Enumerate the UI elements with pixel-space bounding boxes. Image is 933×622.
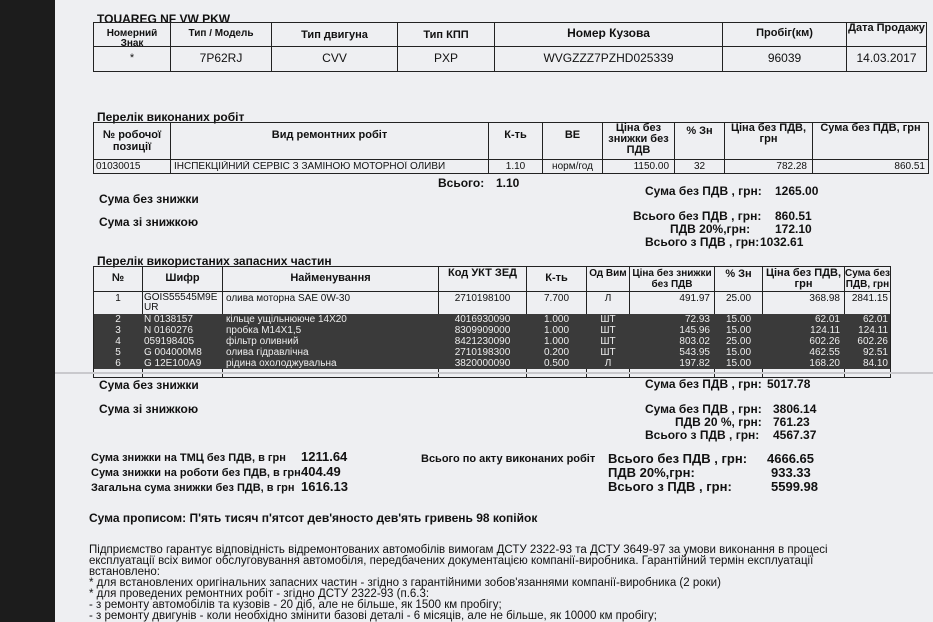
parts-cell-no: 4 — [115, 336, 121, 347]
parts-cell-qty: 1.000 — [543, 336, 570, 347]
parts-vat-label: ПДВ 20 %, грн: — [675, 415, 762, 429]
works-cell-unit-price: 782.28 — [776, 161, 807, 172]
parts-cell-name: фільтр оливний — [226, 336, 299, 347]
vehicle-plate: * — [129, 52, 135, 64]
table-row — [94, 347, 890, 358]
parts-header-qty: К-ть — [545, 272, 568, 284]
warranty-line: експлуатації всіх вимог обслуговування автомобіля, передбачених документацією компанії-виробника. Гарантійний термін експлуатації — [89, 555, 814, 567]
vehicle-vin: WVGZZZ7PZHD025339 — [543, 52, 674, 64]
works-total-no-vat-label: Всього без ПДВ , грн: — [633, 209, 762, 223]
warranty-line: * для проведених ремонтних робіт - згідно ДСТУ 2322-93 (п.6.3: — [89, 588, 430, 600]
parts-total-vat-label: Всього з ПДВ , грн: — [645, 428, 760, 442]
disc-total-label: Загальна сума знижки без ПДВ, в грн — [91, 482, 295, 494]
parts-total-vat-value: 4567.37 — [773, 428, 817, 442]
works-header-unit: ВЕ — [564, 129, 581, 141]
parts-cell-no: 1 — [115, 293, 121, 304]
parts-header-name: Найменування — [290, 272, 371, 284]
disc-goods-label: Сума знижки на ТМЦ без ПДВ, в грн — [91, 452, 286, 464]
works-header-discount: % Зн — [686, 125, 713, 137]
works-total-vat-value: 1032.61 — [760, 235, 804, 249]
works-header-unit-price: Ціна без ПДВ, грн — [730, 123, 807, 145]
works-cell-price: 1150.00 — [633, 161, 669, 172]
parts-vat-value: 761.23 — [773, 415, 810, 429]
parts-cell-name: пробка M14X1,5 — [226, 325, 302, 336]
parts-sum-no-discount-label: Сума без знижки — [99, 378, 199, 392]
paper-fold — [55, 372, 933, 374]
parts-header-no: № — [111, 272, 125, 284]
vehicle-header-gearbox: Тип КПП — [423, 29, 469, 41]
parts-sum-no-vat-label: Сума без ПДВ , грн: — [645, 377, 762, 391]
works-vat-value: 172.10 — [775, 222, 812, 236]
parts-cell-sum: 92.51 — [862, 347, 888, 358]
vehicle-engine: CVV — [322, 52, 347, 64]
works-total-label: Всього: — [438, 176, 485, 190]
parts-cell-code: 059198405 — [144, 336, 195, 347]
vehicle-header-model: Тип / Модель — [188, 29, 254, 39]
parts-cell-discount: 15.00 — [725, 358, 752, 369]
works-sum-no-discount-label: Сума без знижки — [99, 192, 199, 206]
parts-cell-qty: 1.000 — [543, 325, 570, 336]
parts-cell-price: 145.96 — [679, 325, 710, 336]
disc-work-label: Сума знижки на роботи без ПДВ, в грн — [91, 467, 301, 479]
table-row — [94, 314, 890, 325]
parts-cell-ukt: 8309909000 — [454, 325, 511, 336]
parts-cell-unit: ШТ — [600, 325, 616, 336]
parts-cell-no: 3 — [115, 325, 121, 336]
parts-header-discount: % Зн — [725, 268, 752, 280]
parts-cell-unit-price: 602.26 — [809, 336, 840, 347]
parts-header-ukt: Код УКТ ЗЕД — [448, 268, 517, 279]
parts-cell-unit: ШТ — [600, 347, 616, 358]
disc-work-value: 404.49 — [301, 464, 341, 479]
parts-cell-ukt: 2710198100 — [454, 293, 511, 304]
parts-sum-no-vat-value: 5017.78 — [767, 377, 811, 391]
parts-cell-ukt: 4016930090 — [454, 314, 511, 325]
vehicle-header-plate: Номерний Знак — [106, 29, 158, 49]
parts-cell-price: 197.82 — [679, 358, 710, 369]
parts-cell-discount: 15.00 — [725, 325, 752, 336]
invoice-sheet — [55, 0, 933, 622]
warranty-line: Підприємство гарантує відповідність відремонтованих автомобілів вимогам ДСТУ 2322-93 та ДСТУ 3649-97 за умови виконання в процесі — [89, 544, 828, 556]
works-sum-no-vat-value: 1265.00 — [775, 184, 819, 198]
parts-cell-price: 543.95 — [679, 347, 710, 358]
works-title: Перелік виконаних робіт — [97, 110, 245, 124]
parts-cell-discount: 25.00 — [725, 336, 752, 347]
table-row — [94, 358, 890, 369]
model-line: TOUAREG NF VW PKW — [97, 12, 231, 26]
parts-cell-unit-price: 368.98 — [809, 293, 840, 304]
parts-header-code: Шифр — [165, 272, 200, 284]
parts-cell-ukt: 3820000090 — [454, 358, 511, 369]
parts-cell-qty: 7.700 — [543, 293, 570, 304]
table-row — [94, 336, 890, 347]
parts-cell-code: GOIS55545M9E UR — [144, 293, 218, 313]
works-header-price: Ціна без знижки без ПДВ — [608, 123, 669, 156]
grand-vat-label: ПДВ 20%,грн: — [608, 465, 695, 480]
parts-cell-discount: 25.00 — [725, 293, 752, 304]
parts-cell-unit: ШТ — [600, 314, 616, 325]
vehicle-header-mileage: Пробіг(км) — [756, 27, 813, 39]
parts-cell-unit-price: 124.11 — [810, 325, 840, 336]
disc-total-value: 1616.13 — [301, 479, 348, 494]
parts-cell-name: олива гідравлічна — [226, 347, 309, 358]
vehicle-mileage: 96039 — [767, 52, 802, 64]
vehicle-table — [93, 22, 927, 72]
parts-cell-name: кільце ущільнююче 14X20 — [226, 314, 347, 325]
parts-header-unit-price: Ціна без ПДВ, грн — [765, 268, 842, 290]
works-cell-unit: норм/год — [552, 161, 593, 172]
works-sum-with-discount-label: Сума зі знижкою — [99, 215, 199, 229]
works-header-type: Вид ремонтних робіт — [271, 129, 388, 141]
works-cell-discount: 32 — [693, 161, 706, 172]
parts-header-price: Ціна без знижки без ПДВ — [632, 268, 712, 290]
parts-cell-ukt: 2710198300 — [454, 347, 511, 358]
act-label: Всього по акту виконаних робіт — [421, 453, 596, 465]
vehicle-header-vin: Номер Кузова — [567, 27, 650, 39]
parts-cell-price: 72.93 — [684, 314, 710, 325]
warranty-line: встановлено: — [89, 566, 160, 578]
parts-header-unit: Од Вим — [589, 268, 627, 279]
grand-no-vat-value: 4666.65 — [767, 451, 814, 466]
vehicle-header-engine: Тип двигуна — [301, 29, 368, 41]
parts-cell-qty: 0.500 — [543, 358, 570, 369]
works-cell-sum: 860.51 — [894, 161, 925, 172]
parts-cell-name: олива моторна SAE 0W-30 — [226, 293, 351, 304]
parts-cell-unit-price: 168.20 — [809, 358, 840, 369]
vehicle-gearbox: PXP — [433, 52, 458, 64]
parts-cell-sum: 84.10 — [862, 358, 888, 369]
works-vat-label: ПДВ 20%,грн: — [670, 222, 751, 236]
parts-sum-with-discount-label: Сума зі знижкою — [99, 402, 199, 416]
parts-cell-no: 6 — [115, 358, 121, 369]
works-header-sum: Сума без ПДВ, грн — [820, 123, 921, 134]
grand-no-vat-label: Всього без ПДВ , грн: — [608, 451, 748, 466]
vehicle-model: 7P62RJ — [199, 52, 243, 64]
warranty-line: * для встановлених оригінальних запасних частин - згідно з гарантійними зобов'язаннями компанії-виробника (2 роки) — [89, 577, 721, 589]
table-row — [94, 325, 890, 336]
parts-cell-discount: 15.00 — [725, 314, 752, 325]
parts-cell-unit: Л — [604, 358, 612, 369]
warranty-text — [89, 545, 929, 622]
works-total-value: 1.10 — [496, 176, 520, 190]
works-table — [93, 122, 929, 174]
table-row — [94, 293, 890, 313]
parts-cell-sum: 124.11 — [858, 325, 888, 336]
parts-cell-unit: ШТ — [600, 336, 616, 347]
parts-cell-code: G 004000M8 — [144, 347, 202, 358]
parts-cell-sum: 2841.15 — [851, 293, 888, 304]
works-sum-no-vat-label: Сума без ПДВ , грн: — [645, 184, 762, 198]
parts-cell-unit: Л — [604, 293, 612, 304]
parts-cell-sum: 602.26 — [857, 336, 888, 347]
vehicle-header-sale-date: Дата Продажу — [848, 23, 925, 34]
parts-cell-unit-price: 62.01 — [814, 314, 840, 325]
works-header-qty: К-ть — [504, 129, 527, 141]
parts-cell-ukt: 8421230090 — [454, 336, 511, 347]
parts-cell-name: рідина охолоджувальна — [226, 358, 337, 369]
grand-total-label: Всього з ПДВ , грн: — [608, 479, 732, 494]
parts-cell-sum: 62.01 — [862, 314, 888, 325]
parts-cell-discount: 15.00 — [725, 347, 752, 358]
parts-sum-no-vat2-value: 3806.14 — [773, 402, 817, 416]
parts-cell-price: 491.97 — [679, 293, 710, 304]
parts-cell-no: 5 — [115, 347, 121, 358]
parts-header-sum: Сума без ПДВ, грн — [845, 268, 890, 290]
parts-cell-price: 803.02 — [679, 336, 710, 347]
parts-cell-qty: 0.200 — [543, 347, 570, 358]
sum-in-words: Сума прописом: П'ять тисяч п'ятсот дев'яносто дев'ять гривень 98 копійок — [89, 511, 538, 525]
parts-cell-code: N 0160276 — [144, 325, 193, 336]
grand-vat-value: 933.33 — [771, 465, 811, 480]
works-total-no-vat-value: 860.51 — [775, 209, 812, 223]
works-cell-qty: 1.10 — [505, 161, 526, 172]
parts-cell-no: 2 — [115, 314, 121, 325]
grand-total-value: 5599.98 — [771, 479, 818, 494]
parts-cell-code: G 12E100A9 — [144, 358, 202, 369]
parts-table — [93, 266, 891, 378]
disc-goods-value: 1211.64 — [301, 449, 348, 464]
parts-cell-qty: 1.000 — [543, 314, 570, 325]
warranty-line: - з ремонту автомобілів та кузовів - 20 діб, але не більше, як 1500 км пробігу; — [89, 599, 502, 611]
parts-cell-code: N 0138157 — [144, 314, 193, 325]
vehicle-sale-date: 14.03.2017 — [856, 52, 917, 64]
warranty-line: - з ремонту двигунів - коли необхідно змінити базові деталі - 6 місяців, але не більше, як 10000 км пробігу; — [89, 610, 657, 622]
works-total-vat-label: Всього з ПДВ , грн: — [645, 235, 760, 249]
parts-cell-unit-price: 462.55 — [809, 347, 840, 358]
works-cell-type: ІНСПЕКЦІЙНИЙ СЕРВІС З ЗАМІНОЮ МОТОРНОЇ ОЛИВИ — [174, 161, 446, 172]
works-cell-pos: 01030015 — [96, 161, 141, 172]
parts-sum-no-vat2-label: Сума без ПДВ , грн: — [645, 402, 762, 416]
works-header-pos: № робочої позиції — [102, 129, 162, 153]
parts-title: Перелік використаних запасних частин — [97, 254, 332, 268]
